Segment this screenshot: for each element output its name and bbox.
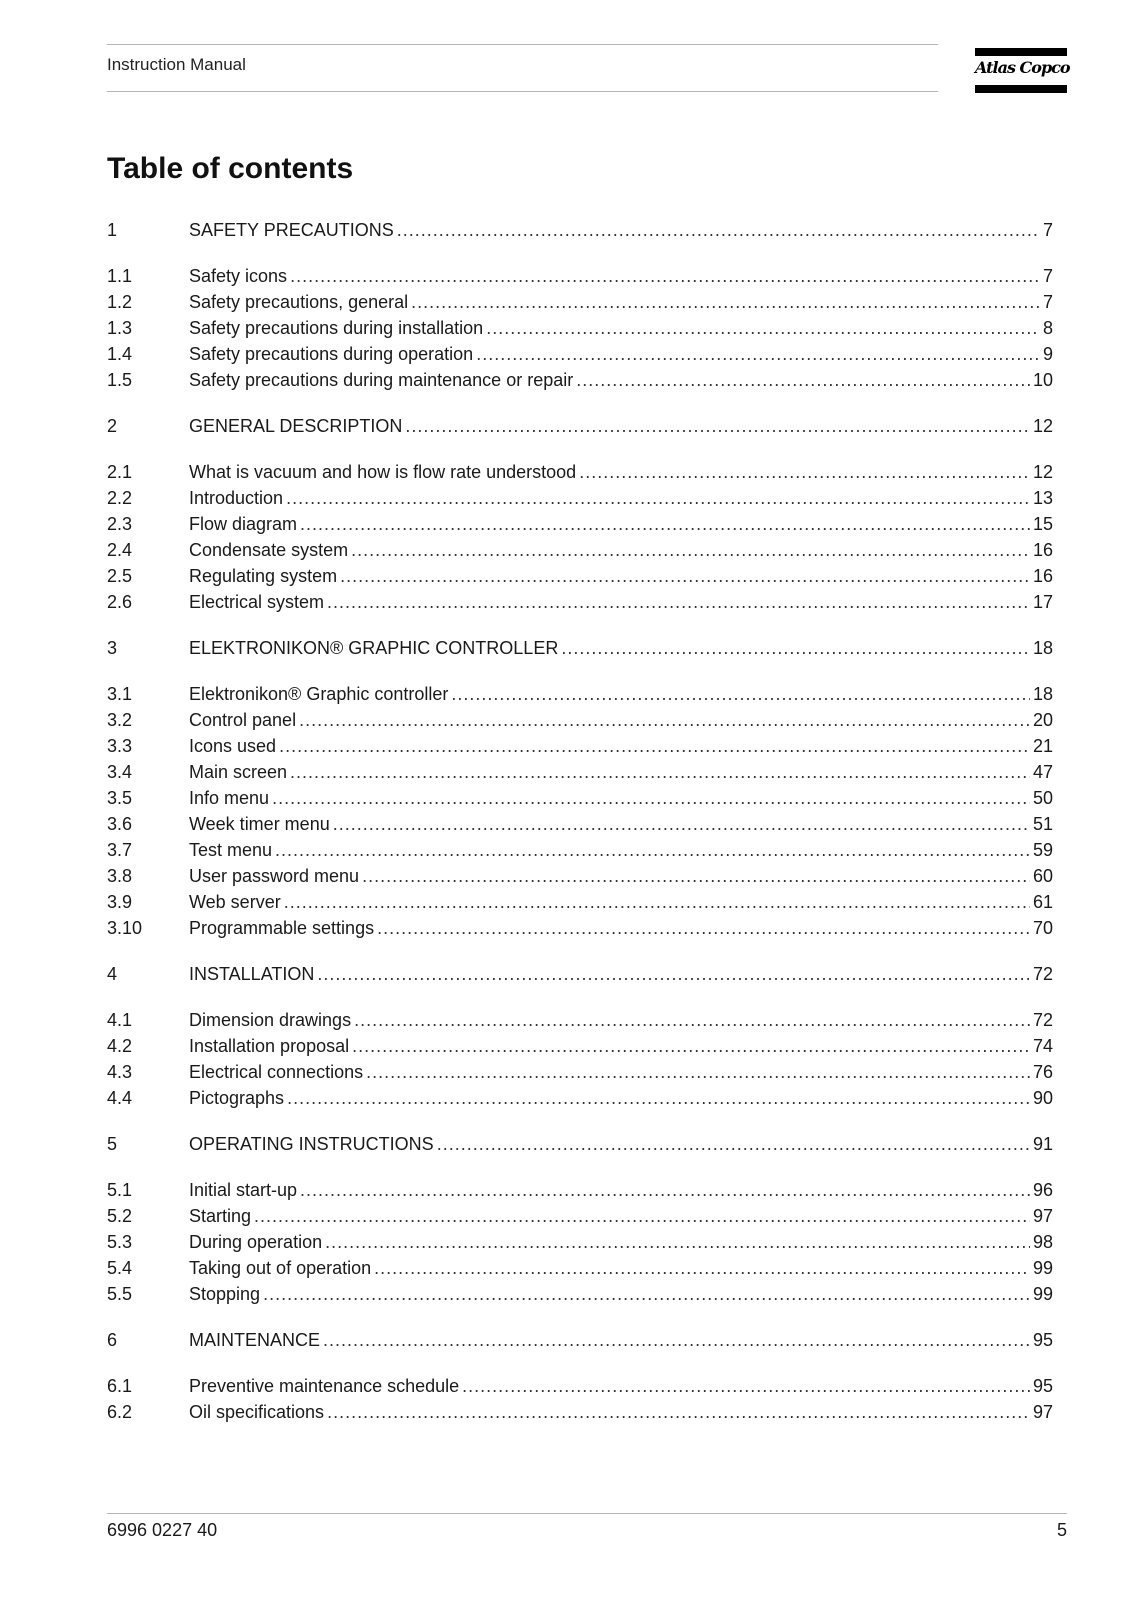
toc-page-number: 16 — [1032, 540, 1053, 560]
toc-page-number: 21 — [1032, 736, 1053, 756]
toc-section-title: ELEKTRONIKON® GRAPHIC CONTROLLER — [189, 638, 559, 658]
toc-dot-leader — [327, 592, 1030, 613]
toc-section-title: Programmable settings — [189, 918, 375, 938]
toc-entry[interactable] — [107, 1330, 1053, 1356]
toc-page-number: 59 — [1032, 840, 1053, 860]
toc-dot-leader — [340, 566, 1030, 587]
toc-dot-leader — [300, 1180, 1030, 1201]
logo-bottom-bar — [975, 85, 1067, 93]
toc-section-title: Main screen — [189, 762, 288, 782]
toc-dot-leader — [366, 1062, 1030, 1083]
toc-dot-leader — [561, 638, 1030, 659]
toc-entry[interactable] — [107, 1258, 1053, 1284]
toc-section-number: 2.4 — [107, 540, 133, 560]
toc-entry[interactable] — [107, 220, 1053, 246]
toc-section-title: Flow diagram — [189, 514, 298, 534]
toc-section-number: 3.1 — [107, 684, 133, 704]
toc-section-title: Introduction — [189, 488, 284, 508]
toc-section-number: 3.8 — [107, 866, 133, 886]
toc-section-number: 1 — [107, 220, 118, 240]
toc-entry[interactable] — [107, 1376, 1053, 1402]
toc-section-title: Safety icons — [189, 266, 288, 286]
toc-section-title: Starting — [189, 1206, 252, 1226]
toc-entry[interactable] — [107, 318, 1053, 344]
toc-entry[interactable] — [107, 1134, 1053, 1160]
toc-page-number: 60 — [1032, 866, 1053, 886]
toc-section-number: 3.4 — [107, 762, 133, 782]
toc-section-number: 6.2 — [107, 1402, 133, 1422]
toc-entry[interactable] — [107, 1232, 1053, 1258]
toc-entry[interactable] — [107, 1284, 1053, 1310]
toc-dot-leader — [325, 1232, 1030, 1253]
toc-dot-leader — [323, 1330, 1030, 1351]
toc-page-number: 99 — [1032, 1284, 1053, 1304]
toc-page-number: 12 — [1032, 462, 1053, 482]
toc-entry[interactable] — [107, 762, 1053, 788]
toc-dot-leader — [287, 1088, 1030, 1109]
toc-section-number: 2.3 — [107, 514, 133, 534]
footer-document-number: 6996 0227 40 — [107, 1520, 218, 1540]
toc-section-title: Taking out of operation — [189, 1258, 372, 1278]
toc-section-title: Safety precautions during operation — [189, 344, 474, 364]
toc-section-title: Control panel — [189, 710, 297, 730]
toc-entry[interactable] — [107, 918, 1053, 944]
toc-page-number: 98 — [1032, 1232, 1053, 1252]
toc-section-title: Initial start-up — [189, 1180, 298, 1200]
toc-dot-leader — [451, 684, 1030, 705]
toc-section-title: Web server — [189, 892, 281, 912]
toc-dot-leader — [486, 318, 1040, 339]
toc-page-number: 7 — [1042, 220, 1053, 240]
toc-page-number: 99 — [1032, 1258, 1053, 1278]
toc-section-number: 1.4 — [107, 344, 133, 364]
toc-dot-leader — [411, 292, 1040, 313]
atlas-copco-logo — [975, 48, 1070, 93]
toc-page-number: 9 — [1042, 344, 1053, 364]
toc-dot-leader — [351, 540, 1030, 561]
footer-page-number: 5 — [1056, 1520, 1067, 1540]
toc-dot-leader — [279, 736, 1030, 757]
toc-dot-leader — [476, 344, 1040, 365]
toc-page-number: 72 — [1032, 1010, 1053, 1030]
toc-section-number: 3.2 — [107, 710, 133, 730]
toc-section-number: 2.5 — [107, 566, 133, 586]
toc-section-title: During operation — [189, 1232, 323, 1252]
toc-dot-leader — [354, 1010, 1030, 1031]
toc-entry[interactable] — [107, 416, 1053, 442]
toc-section-number: 6 — [107, 1330, 118, 1350]
toc-entry[interactable] — [107, 964, 1053, 990]
toc-section-number: 4 — [107, 964, 118, 984]
toc-dot-leader — [397, 220, 1040, 241]
toc-page-number: 17 — [1032, 592, 1053, 612]
toc-section-title: OPERATING INSTRUCTIONS — [189, 1134, 434, 1154]
toc-section-title: Electrical connections — [189, 1062, 364, 1082]
toc-entry[interactable] — [107, 788, 1053, 814]
toc-section-title: Condensate system — [189, 540, 349, 560]
toc-page-number: 7 — [1042, 292, 1053, 312]
toc-entry[interactable] — [107, 684, 1053, 710]
toc-entry[interactable] — [107, 566, 1053, 592]
toc-page-number: 20 — [1032, 710, 1053, 730]
toc-section-title: Dimension drawings — [189, 1010, 352, 1030]
toc-entry[interactable] — [107, 514, 1053, 540]
toc-section-number: 3.10 — [107, 918, 143, 938]
header-top-rule — [107, 44, 938, 45]
toc-section-title: User password menu — [189, 866, 360, 886]
toc-page-number: 51 — [1032, 814, 1053, 834]
toc-section-title: Regulating system — [189, 566, 338, 586]
toc-dot-leader — [405, 416, 1030, 437]
toc-section-title: Pictographs — [189, 1088, 285, 1108]
toc-page-number: 15 — [1032, 514, 1053, 534]
toc-entry[interactable] — [107, 814, 1053, 840]
toc-dot-leader — [300, 514, 1030, 535]
toc-entry[interactable] — [107, 1402, 1053, 1428]
toc-section-title: Week timer menu — [189, 814, 330, 834]
toc-dot-leader — [576, 370, 1030, 391]
toc-dot-leader — [254, 1206, 1030, 1227]
toc-page-number: 91 — [1032, 1134, 1053, 1154]
toc-section-number: 2.2 — [107, 488, 133, 508]
toc-section-number: 4.3 — [107, 1062, 133, 1082]
toc-page-number: 70 — [1032, 918, 1053, 938]
toc-section-number: 4.2 — [107, 1036, 133, 1056]
toc-page-number: 95 — [1032, 1330, 1053, 1350]
toc-section-title: Icons used — [189, 736, 277, 756]
toc-dot-leader — [275, 840, 1030, 861]
toc-dot-leader — [299, 710, 1030, 731]
toc-entry[interactable] — [107, 638, 1053, 664]
toc-section-number: 3.7 — [107, 840, 133, 860]
toc-section-title: Installation proposal — [189, 1036, 350, 1056]
toc-dot-leader — [317, 964, 1030, 985]
toc-dot-leader — [272, 788, 1030, 809]
header-bottom-rule — [107, 91, 938, 92]
toc-page-number: 10 — [1032, 370, 1053, 390]
toc-section-title: Elektronikon® Graphic controller — [189, 684, 449, 704]
toc-entry[interactable] — [107, 1088, 1053, 1114]
toc-entry[interactable] — [107, 370, 1053, 396]
toc-dot-leader — [377, 918, 1030, 939]
page-title: Table of contents — [107, 152, 354, 185]
toc-section-title: MAINTENANCE — [189, 1330, 321, 1350]
toc-page-number: 95 — [1032, 1376, 1053, 1396]
toc-section-title: Preventive maintenance schedule — [189, 1376, 460, 1396]
toc-entry[interactable] — [107, 1062, 1053, 1088]
logo-top-bar — [975, 48, 1067, 56]
toc-entry[interactable] — [107, 710, 1053, 736]
toc-section-title: Stopping — [189, 1284, 261, 1304]
toc-page-number: 13 — [1032, 488, 1053, 508]
toc-section-number: 5.1 — [107, 1180, 133, 1200]
toc-section-number: 3.6 — [107, 814, 133, 834]
toc-page-number: 97 — [1032, 1206, 1053, 1226]
toc-section-number: 1.5 — [107, 370, 133, 390]
toc-section-number: 3.3 — [107, 736, 133, 756]
toc-section-number: 3.5 — [107, 788, 133, 808]
toc-dot-leader — [437, 1134, 1030, 1155]
toc-dot-leader — [327, 1402, 1030, 1423]
toc-section-number: 1.2 — [107, 292, 133, 312]
toc-page-number: 74 — [1032, 1036, 1053, 1056]
toc-section-number: 5.2 — [107, 1206, 133, 1226]
toc-page-number: 76 — [1032, 1062, 1053, 1082]
toc-section-title: SAFETY PRECAUTIONS — [189, 220, 394, 240]
toc-entry[interactable] — [107, 1036, 1053, 1062]
toc-page-number: 90 — [1032, 1088, 1053, 1108]
toc-entry[interactable] — [107, 892, 1053, 918]
toc-section-number: 5.4 — [107, 1258, 133, 1278]
toc-page-number: 96 — [1032, 1180, 1053, 1200]
toc-section-number: 2.1 — [107, 462, 133, 482]
toc-section-title: GENERAL DESCRIPTION — [189, 416, 403, 436]
toc-section-number: 3 — [107, 638, 118, 658]
toc-page-number: 7 — [1042, 266, 1053, 286]
header-title: Instruction Manual — [107, 55, 246, 74]
toc-entry[interactable] — [107, 736, 1053, 762]
toc-entry[interactable] — [107, 1010, 1053, 1036]
toc-entry[interactable] — [107, 1206, 1053, 1232]
toc-section-title: Electrical system — [189, 592, 325, 612]
toc-dot-leader — [290, 762, 1030, 783]
toc-section-number: 2.6 — [107, 592, 133, 612]
toc-section-title: Safety precautions during installation — [189, 318, 484, 338]
toc-page-number: 50 — [1032, 788, 1053, 808]
toc-entry[interactable] — [107, 292, 1053, 318]
toc-section-title: Safety precautions during maintenance or repair — [189, 370, 574, 390]
toc-page-number: 97 — [1032, 1402, 1053, 1422]
toc-dot-leader — [263, 1284, 1030, 1305]
toc-entry[interactable] — [107, 462, 1053, 488]
toc-dot-leader — [579, 462, 1030, 483]
toc-section-number: 4.1 — [107, 1010, 133, 1030]
toc-section-number: 1.3 — [107, 318, 133, 338]
toc-page-number: 47 — [1032, 762, 1053, 782]
toc-section-number: 3.9 — [107, 892, 133, 912]
toc-page-number: 61 — [1032, 892, 1053, 912]
toc-entry[interactable] — [107, 488, 1053, 514]
toc-dot-leader — [462, 1376, 1030, 1397]
footer-rule — [107, 1513, 1067, 1514]
toc-section-number: 5.3 — [107, 1232, 133, 1252]
logo-wordmark: Atlas Copco — [975, 58, 1070, 77]
toc-section-title: Oil specifications — [189, 1402, 325, 1422]
toc-dot-leader — [352, 1036, 1030, 1057]
toc-page-number: 8 — [1042, 318, 1053, 338]
toc-section-number: 5.5 — [107, 1284, 133, 1304]
toc-page-number: 18 — [1032, 684, 1053, 704]
toc-dot-leader — [286, 488, 1030, 509]
toc-section-number: 6.1 — [107, 1376, 133, 1396]
toc-dot-leader — [284, 892, 1030, 913]
toc-entry[interactable] — [107, 540, 1053, 566]
toc-section-title: INSTALLATION — [189, 964, 315, 984]
toc-section-number: 5 — [107, 1134, 118, 1154]
toc-entry[interactable] — [107, 840, 1053, 866]
toc-page-number: 16 — [1032, 566, 1053, 586]
toc-section-number: 4.4 — [107, 1088, 133, 1108]
toc-section-title: Test menu — [189, 840, 273, 860]
toc-section-title: Safety precautions, general — [189, 292, 409, 312]
toc-dot-leader — [333, 814, 1030, 835]
toc-dot-leader — [362, 866, 1030, 887]
toc-section-title: Info menu — [189, 788, 270, 808]
toc-section-title: What is vacuum and how is flow rate understood — [189, 462, 577, 482]
toc-page-number: 72 — [1032, 964, 1053, 984]
toc-section-number: 1.1 — [107, 266, 133, 286]
toc-entry[interactable] — [107, 344, 1053, 370]
toc-entry[interactable] — [107, 866, 1053, 892]
toc-dot-leader — [374, 1258, 1030, 1279]
toc-entry[interactable] — [107, 266, 1053, 292]
toc-dot-leader — [290, 266, 1040, 287]
toc-entry[interactable] — [107, 1180, 1053, 1206]
toc-section-number: 2 — [107, 416, 118, 436]
toc-page-number: 18 — [1032, 638, 1053, 658]
toc-page-number: 12 — [1032, 416, 1053, 436]
toc-entry[interactable] — [107, 592, 1053, 618]
